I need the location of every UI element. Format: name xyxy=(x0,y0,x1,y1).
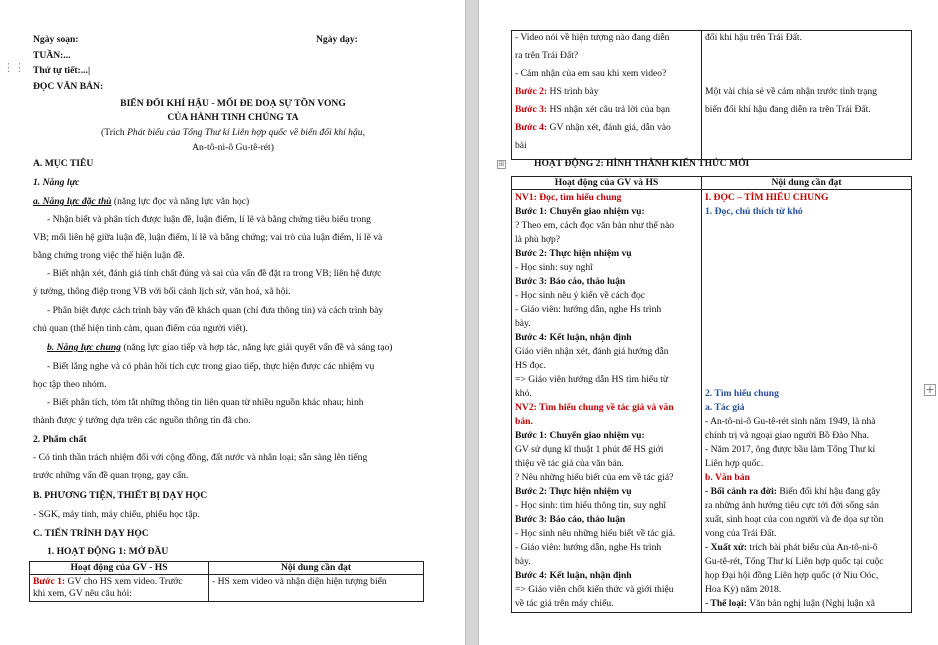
ngay-day: Ngày dạy: xyxy=(316,34,358,45)
doc-van-ban-label: ĐỌC VĂN BẢN: xyxy=(33,81,104,92)
cell-line: Bước 2: Thực hiện nhiệm vụ xyxy=(515,248,632,259)
source-author: An-tô-ni-ô Gu-tê-rét) xyxy=(192,142,274,153)
cell-line: => Giáo viên chốt kiến thức và giới thiệu xyxy=(515,584,674,595)
p2-line1: - Biết nhận xét, đánh giá tính chất đúng và sai của vấn đề đặt ra trong VB; liên hệ được xyxy=(47,268,382,279)
nl-dac-thu: a. Năng lực đặc thù (năng lực đọc và năng lực văn học) xyxy=(33,196,250,207)
pham-chat-heading: 2. Phẩm chất xyxy=(33,434,87,445)
cell-line: bày. xyxy=(515,556,531,567)
cell-line: - Năm 2017, ông được bầu làm Tổng Thư kí xyxy=(705,444,876,455)
cell-line: xuất, sinh hoạt của con người và đe dọa sự tồn xyxy=(705,514,884,525)
cell-line xyxy=(705,317,908,331)
cell-line: 1. Đọc, chú thích từ khó xyxy=(705,206,803,217)
p5-line1: - Biết phân tích, tóm tắt những thông tin liên quan từ nhiều nguồn khác nhau; hình xyxy=(47,397,364,408)
table-cell-right[interactable] xyxy=(702,190,912,613)
cell-line xyxy=(705,68,908,80)
cell-line: - Học sinh: tìm hiểu thông tin, suy nghĩ xyxy=(515,500,667,511)
cell-line xyxy=(705,275,908,289)
cell-line: Gu-tê-rét, Tổng Thư kí Liên hợp quốc tại cuộc xyxy=(705,556,884,567)
table-head-right: Nội dung cần đạt xyxy=(209,562,424,575)
p4-line2: học tập theo nhóm. xyxy=(33,379,107,390)
hd2-table xyxy=(511,176,912,613)
cell-line: vong của Trái Đất. xyxy=(705,528,777,539)
cell-line: NV1: Đọc, tìm hiểu chung xyxy=(515,192,622,203)
page-gap xyxy=(466,0,478,645)
p1-line1: - Nhận biết và phân tích được luận đề, luận điểm, lí lẽ và bằng chứng tiêu biểu trong xyxy=(47,214,371,225)
cell-line: Bước 1: Chuyển giao nhiệm vụ: xyxy=(515,206,645,217)
ngay-soan: Ngày soạn: xyxy=(33,34,79,45)
thu-tu-tiet: Thứ tự tiết:...| xyxy=(33,65,91,76)
cell-line: => Giáo viên hướng dẫn HS tìm hiểu từ xyxy=(515,374,669,385)
cell-line: Một vài chia sẻ về cảm nhận trước tình trạng xyxy=(705,86,877,97)
section-b-title: B. PHƯƠNG TIỆN, THIẾT BỊ DẠY HỌC xyxy=(33,490,208,501)
drag-grip-icon[interactable]: ⋮⋮ xyxy=(3,61,25,74)
p4-line1: - Biết lắng nghe và có phản hồi tích cực trong giao tiếp, thực hiện được các nhiệm vụ xyxy=(47,361,375,372)
cell-line: Bước 4: Kết luận, nhận định xyxy=(515,570,632,581)
cell-line: Liên hợp quốc. xyxy=(705,458,764,469)
cell-line: Bước 2: Thực hiện nhiệm vụ xyxy=(515,486,632,497)
table-head-left: Hoạt động của GV - HS xyxy=(30,562,209,575)
cell-line xyxy=(705,373,908,387)
step-label: Bước 4: xyxy=(515,122,548,133)
cell-line: họp Đại hội đồng Liên hợp quốc (ở Niu Oóc, xyxy=(705,570,879,581)
lesson-title-line2: CỦA HÀNH TINH CHÚNG TA xyxy=(167,112,299,123)
lesson-title-line1: BIẾN ĐỔI KHÍ HẬU - MỐI ĐE DOẠ SỰ TỒN VONG xyxy=(120,98,346,109)
cell-line: đổi khí hậu trên Trái Đất. xyxy=(705,32,802,43)
cell-line xyxy=(705,331,908,345)
table-cell-left[interactable]: Bước 1: GV cho HS xem video. Trước khi xem, GV nêu câu hỏi: xyxy=(30,575,209,602)
table-move-handle-icon[interactable]: ⊞ xyxy=(498,160,505,168)
cell-line: - Cảm nhận của em sau khi xem video? xyxy=(515,68,667,79)
source-citation: (Trích Phát biểu của Tổng Thư kí Liên hợp quốc về biến đổi khí hậu, xyxy=(101,127,365,138)
cell-line: NV2: Tìm hiểu chung về tác giả và văn xyxy=(515,402,674,413)
document-page-left xyxy=(0,0,466,645)
cell-line: Bước 3: Báo cáo, thảo luận xyxy=(515,514,626,525)
cell-line xyxy=(705,247,908,261)
cell-line: - Xuất xứ: trích bài phát biểu của An-tô-ni-ô xyxy=(705,542,878,553)
cell-line: - Giáo viên: hướng dẫn, nghe Hs trình xyxy=(515,304,662,315)
cell-line: b. Văn bản xyxy=(705,472,750,483)
cell-line xyxy=(705,233,908,247)
cell-line: ra trên Trái Đất? xyxy=(515,50,579,61)
document-page-right xyxy=(478,0,938,645)
p1-line2: VB; mối liên hệ giữa luận đề, luận điểm, lí lẽ và bằng chứng; vai trò của luận điểm, lí lẽ và xyxy=(33,232,383,243)
table-cell-left[interactable] xyxy=(512,31,702,160)
cell-line: HS đọc. xyxy=(515,360,546,371)
step-label: Bước 2: xyxy=(515,86,548,97)
cell-line: ? Theo em, cách đọc văn bản như thế nào xyxy=(515,220,674,231)
cell-line: - Học sinh nêu ý kiến về cách đọc xyxy=(515,290,646,301)
cell-line: ? Nêu những hiểu biết của em về tác giả? xyxy=(515,472,674,483)
cell-line: - An-tô-ni-ô Gu-tê-rét sinh năm 1949, là nhà xyxy=(705,416,876,427)
cell-line: Bước 3: Báo cáo, thảo luận xyxy=(515,276,626,287)
table-cell-left[interactable] xyxy=(512,190,702,613)
cell-line: chính trị và ngoại giao người Bồ Đào Nha. xyxy=(705,430,870,441)
cell-line: Bước 1: Chuyển giao nhiệm vụ: xyxy=(515,430,645,441)
p6-line2: trước những vấn đề quan trọng, gay cấn. xyxy=(33,470,189,481)
p7: - SGK, máy tính, máy chiếu, phiếu học tập. xyxy=(33,509,200,520)
cell-line: a. Tác giả xyxy=(705,402,745,413)
cell-line: - Bối cảnh ra đời: Biến đổi khí hậu đang gây xyxy=(705,486,881,497)
cell-line: Bước 2: HS trình bày xyxy=(515,86,599,97)
cell-line: Giáo viên nhận xét, đánh giá hướng dẫn xyxy=(515,346,669,357)
cell-line: - Giáo viên: hướng dẫn, nghe Hs trình xyxy=(515,542,662,553)
cell-line: ra những ảnh hưởng tiêu cực tới đời sống sản xyxy=(705,500,879,511)
cell-line xyxy=(705,261,908,275)
cell-line: - Video nói về hiện tượng nào đang diễn xyxy=(515,32,670,43)
cell-line: GV sử dụng kĩ thuật 1 phút để HS giới xyxy=(515,444,664,455)
hd2-title: HOẠT ĐỘNG 2: HÌNH THÀNH KIẾN THỨC MỚI xyxy=(534,158,750,169)
cell-line: bài xyxy=(515,140,527,151)
cell-line: Bước 3: HS nhận xét câu trả lời của bạn xyxy=(515,104,670,115)
p1-line3: bằng chứng trong việc thể hiện luận đề. xyxy=(33,250,185,261)
cell-line: bản. xyxy=(515,416,533,427)
cell-line: bày. xyxy=(515,318,531,329)
table-head-left: Hoạt động của GV và HS xyxy=(512,177,702,190)
hd1-title: 1. HOẠT ĐỘNG 1: MỞ ĐẦU xyxy=(47,546,169,557)
table-cell-right[interactable] xyxy=(702,31,912,160)
cell-line: I. ĐỌC – TÌM HIỂU CHUNG xyxy=(705,192,829,203)
cell-line: thiệu về tác giả của văn bản. xyxy=(515,458,624,469)
section-c-title: C. TIẾN TRÌNH DẠY HỌC xyxy=(33,528,149,539)
p6-line1: - Có tinh thần trách nhiệm đối với cộng đồng, đất nước và nhân loại; sẵn sàng lên tiếng xyxy=(33,452,368,463)
cell-line: là phù hợp? xyxy=(515,234,561,245)
cell-line xyxy=(705,50,908,62)
cell-line: Bước 4: Kết luận, nhận định xyxy=(515,332,632,343)
hd1-table-continued xyxy=(511,30,912,160)
cell-line: Bước 4: GV nhận xét, đánh giá, dẫn vào xyxy=(515,122,671,133)
table-head-right: Nội dung cần đạt xyxy=(702,177,912,190)
hd1-table xyxy=(29,561,424,602)
cell-line xyxy=(705,359,908,373)
cell-line: - Học sinh: suy nghĩ xyxy=(515,262,593,273)
cell-line: Hoa Kỳ) năm 2018. xyxy=(705,584,782,595)
nl-chung: b. Năng lực chung (năng lực giao tiếp và hợp tác, năng lực giải quyết vấn đề và sáng tạo) xyxy=(47,342,393,353)
cell-line xyxy=(705,345,908,359)
cell-line xyxy=(705,303,908,317)
p3-line1: - Phân biệt được cách trình bày vấn đề khách quan (chỉ đưa thông tin) và cách trình bày xyxy=(47,305,384,316)
table-cell-right[interactable]: - HS xem video và nhận diện hiện tượng biến xyxy=(209,575,424,602)
cell-line xyxy=(705,219,908,233)
cell-line xyxy=(705,289,908,303)
p3-line2: chủ quan (thể hiện tình cảm, quan điểm của người viết). xyxy=(33,323,248,334)
cell-line: khó. xyxy=(515,388,532,399)
cell-line: về tác giả trên máy chiếu. xyxy=(515,598,614,609)
p2-line2: ý tưởng, thông điệp trong VB với bối cảnh lịch sử, văn hoá, xã hội. xyxy=(33,286,291,297)
section-a-title: A. MỤC TIÊU xyxy=(33,158,94,169)
step-label: Bước 3: xyxy=(515,104,548,115)
nang-luc-heading: 1. Năng lực xyxy=(33,177,80,188)
cell-line: biến đổi khí hậu đang diễn ra trên Trái Đất. xyxy=(705,104,871,115)
p5-line2: thành được ý tưởng dựa trên các nguồn thông tin đã cho. xyxy=(33,415,251,426)
tuan: TUẦN:... xyxy=(33,50,71,61)
cell-line: - Học sinh nêu những hiểu biết về tác giả. xyxy=(515,528,676,539)
cell-line: - Thể loại: Văn bản nghị luận (Nghị luận xã xyxy=(705,598,875,609)
add-column-icon[interactable]: + xyxy=(925,383,935,396)
cell-line: 2. Tìm hiểu chung xyxy=(705,388,779,399)
